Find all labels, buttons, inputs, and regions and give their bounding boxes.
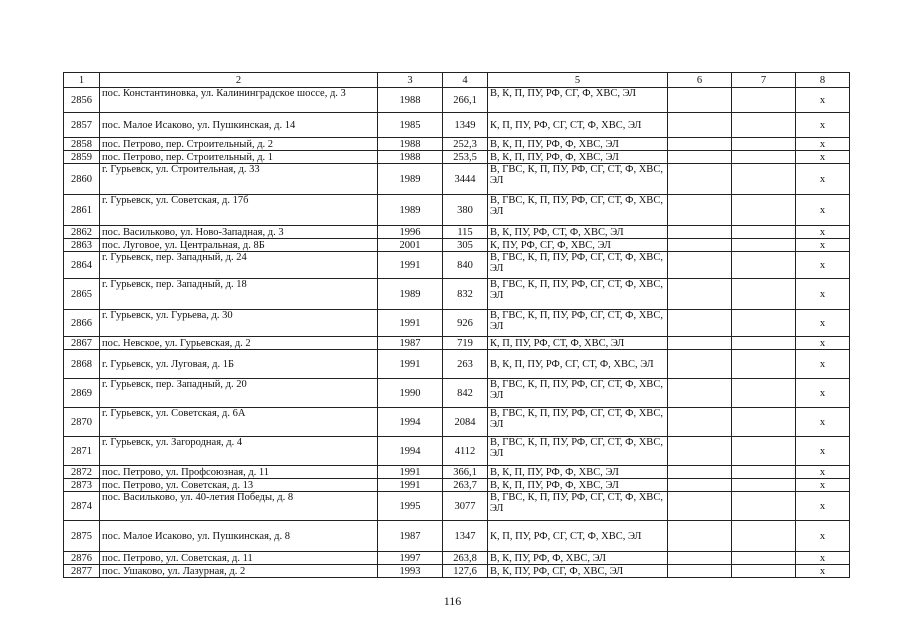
year-cell: 1989 xyxy=(378,195,443,226)
col7-cell xyxy=(732,379,796,408)
col7-cell xyxy=(732,565,796,578)
area-cell: 2084 xyxy=(443,408,488,437)
mark-cell: x xyxy=(796,565,850,578)
table-row xyxy=(64,552,850,565)
table-row xyxy=(64,88,850,113)
area-cell: 926 xyxy=(443,310,488,337)
row-number: 2861 xyxy=(64,195,100,226)
col6-cell xyxy=(668,151,732,164)
year-cell: 1988 xyxy=(378,138,443,151)
row-number: 2867 xyxy=(64,337,100,350)
address-cell: г. Гурьевск, ул. Загородная, д. 4 xyxy=(100,437,378,466)
col6-cell xyxy=(668,565,732,578)
header-col-8: 8 xyxy=(796,73,850,88)
elements-cell: В, ГВС, К, П, ПУ, РФ, СГ, СТ, Ф, ХВС, ЭЛ xyxy=(488,195,668,226)
area-cell: 305 xyxy=(443,239,488,252)
mark-cell: x xyxy=(796,350,850,379)
row-number: 2870 xyxy=(64,408,100,437)
row-number: 2864 xyxy=(64,252,100,279)
year-cell: 1993 xyxy=(378,565,443,578)
year-cell: 1996 xyxy=(378,226,443,239)
area-cell: 263,8 xyxy=(443,552,488,565)
col7-cell xyxy=(732,151,796,164)
address-cell: пос. Васильково, ул. Ново-Западная, д. 3 xyxy=(100,226,378,239)
header-col-5: 5 xyxy=(488,73,668,88)
col7-cell xyxy=(732,521,796,552)
mark-cell: x xyxy=(796,492,850,521)
mark-cell: x xyxy=(796,138,850,151)
col6-cell xyxy=(668,492,732,521)
table-row xyxy=(64,479,850,492)
col7-cell xyxy=(732,113,796,138)
row-number: 2862 xyxy=(64,226,100,239)
col6-cell xyxy=(668,252,732,279)
address-cell: пос. Петрово, ул. Советская, д. 11 xyxy=(100,552,378,565)
table-row xyxy=(64,164,850,195)
year-cell: 1985 xyxy=(378,113,443,138)
row-number: 2863 xyxy=(64,239,100,252)
col6-cell xyxy=(668,279,732,310)
row-number: 2876 xyxy=(64,552,100,565)
address-cell: пос. Петрово, ул. Советская, д. 13 xyxy=(100,479,378,492)
header-row xyxy=(64,73,850,88)
address-cell: пос. Петрово, ул. Профсоюзная, д. 11 xyxy=(100,466,378,479)
col6-cell xyxy=(668,164,732,195)
col7-cell xyxy=(732,164,796,195)
mark-cell: x xyxy=(796,279,850,310)
elements-cell: В, ГВС, К, П, ПУ, РФ, СГ, СТ, Ф, ХВС, ЭЛ xyxy=(488,279,668,310)
col6-cell xyxy=(668,521,732,552)
table-row xyxy=(64,279,850,310)
row-number: 2856 xyxy=(64,88,100,113)
elements-cell: В, К, П, ПУ, РФ, Ф, ХВС, ЭЛ xyxy=(488,151,668,164)
area-cell: 252,3 xyxy=(443,138,488,151)
table-header xyxy=(64,73,850,88)
elements-cell: В, ГВС, К, П, ПУ, РФ, СГ, СТ, Ф, ХВС, ЭЛ xyxy=(488,408,668,437)
table-row xyxy=(64,226,850,239)
row-number: 2875 xyxy=(64,521,100,552)
address-cell: пос. Петрово, пер. Строительный, д. 1 xyxy=(100,151,378,164)
year-cell: 1995 xyxy=(378,492,443,521)
year-cell: 1991 xyxy=(378,466,443,479)
col6-cell xyxy=(668,138,732,151)
table-row xyxy=(64,337,850,350)
col7-cell xyxy=(732,138,796,151)
area-cell: 719 xyxy=(443,337,488,350)
col7-cell xyxy=(732,466,796,479)
area-cell: 263,7 xyxy=(443,479,488,492)
year-cell: 1988 xyxy=(378,151,443,164)
row-number: 2860 xyxy=(64,164,100,195)
elements-cell: В, ГВС, К, П, ПУ, РФ, СГ, СТ, Ф, ХВС, ЭЛ xyxy=(488,437,668,466)
row-number: 2859 xyxy=(64,151,100,164)
table-row xyxy=(64,521,850,552)
col6-cell xyxy=(668,408,732,437)
area-cell: 366,1 xyxy=(443,466,488,479)
mark-cell: x xyxy=(796,195,850,226)
col7-cell xyxy=(732,310,796,337)
col7-cell xyxy=(732,195,796,226)
page-number: 116 xyxy=(443,594,462,608)
col6-cell xyxy=(668,195,732,226)
elements-cell: К, П, ПУ, РФ, СГ, СТ, Ф, ХВС, ЭЛ xyxy=(488,521,668,552)
year-cell: 1987 xyxy=(378,337,443,350)
area-cell: 4112 xyxy=(443,437,488,466)
elements-cell: В, ГВС, К, П, ПУ, РФ, СГ, СТ, Ф, ХВС, ЭЛ xyxy=(488,310,668,337)
header-col-7: 7 xyxy=(732,73,796,88)
area-cell: 840 xyxy=(443,252,488,279)
mark-cell: x xyxy=(796,226,850,239)
col7-cell xyxy=(732,226,796,239)
table-row xyxy=(64,252,850,279)
table-row xyxy=(64,195,850,226)
elements-cell: В, К, П, ПУ, РФ, Ф, ХВС, ЭЛ xyxy=(488,479,668,492)
area-cell: 266,1 xyxy=(443,88,488,113)
address-cell: пос. Невское, ул. Гурьевская, д. 2 xyxy=(100,337,378,350)
year-cell: 1988 xyxy=(378,88,443,113)
col6-cell xyxy=(668,226,732,239)
table-row xyxy=(64,437,850,466)
table-row xyxy=(64,379,850,408)
address-cell: пос. Малое Исаково, ул. Пушкинская, д. 14 xyxy=(100,113,378,138)
area-cell: 127,6 xyxy=(443,565,488,578)
col7-cell xyxy=(732,252,796,279)
year-cell: 1994 xyxy=(378,437,443,466)
col7-cell xyxy=(732,479,796,492)
elements-cell: В, ГВС, К, П, ПУ, РФ, СГ, СТ, Ф, ХВС, ЭЛ xyxy=(488,252,668,279)
housing-registry-table xyxy=(63,72,850,578)
mark-cell: x xyxy=(796,479,850,492)
elements-cell: В, ГВС, К, П, ПУ, РФ, СГ, СТ, Ф, ХВС, ЭЛ xyxy=(488,379,668,408)
address-cell: г. Гурьевск, пер. Западный, д. 18 xyxy=(100,279,378,310)
address-cell: г. Гурьевск, ул. Строительная, д. 33 xyxy=(100,164,378,195)
col6-cell xyxy=(668,337,732,350)
col6-cell xyxy=(668,437,732,466)
table-row xyxy=(64,408,850,437)
area-cell: 263 xyxy=(443,350,488,379)
header-col-1: 1 xyxy=(64,73,100,88)
year-cell: 1997 xyxy=(378,552,443,565)
header-col-3: 3 xyxy=(378,73,443,88)
col7-cell xyxy=(732,408,796,437)
elements-cell: В, К, ПУ, РФ, СГ, Ф, ХВС, ЭЛ xyxy=(488,565,668,578)
row-number: 2865 xyxy=(64,279,100,310)
year-cell: 1990 xyxy=(378,379,443,408)
address-cell: г. Гурьевск, ул. Советская, д. 17б xyxy=(100,195,378,226)
col7-cell xyxy=(732,350,796,379)
row-number: 2873 xyxy=(64,479,100,492)
row-number: 2871 xyxy=(64,437,100,466)
area-cell: 1349 xyxy=(443,113,488,138)
table-row xyxy=(64,151,850,164)
address-cell: пос. Малое Исаково, ул. Пушкинская, д. 8 xyxy=(100,521,378,552)
elements-cell: В, К, ПУ, РФ, Ф, ХВС, ЭЛ xyxy=(488,552,668,565)
row-number: 2869 xyxy=(64,379,100,408)
mark-cell: x xyxy=(796,337,850,350)
address-cell: пос. Ушаково, ул. Лазурная, д. 2 xyxy=(100,565,378,578)
row-number: 2866 xyxy=(64,310,100,337)
table-row xyxy=(64,565,850,578)
elements-cell: К, П, ПУ, РФ, СТ, Ф, ХВС, ЭЛ xyxy=(488,337,668,350)
elements-cell: В, К, П, ПУ, РФ, СГ, Ф, ХВС, ЭЛ xyxy=(488,88,668,113)
year-cell: 1994 xyxy=(378,408,443,437)
col6-cell xyxy=(668,552,732,565)
col7-cell xyxy=(732,552,796,565)
mark-cell: x xyxy=(796,408,850,437)
header-col-6: 6 xyxy=(668,73,732,88)
elements-cell: В, ГВС, К, П, ПУ, РФ, СГ, СТ, Ф, ХВС, ЭЛ xyxy=(488,164,668,195)
area-cell: 253,5 xyxy=(443,151,488,164)
year-cell: 1989 xyxy=(378,164,443,195)
col7-cell xyxy=(732,239,796,252)
mark-cell: x xyxy=(796,437,850,466)
header-col-4: 4 xyxy=(443,73,488,88)
address-cell: г. Гурьевск, ул. Советская, д. 6А xyxy=(100,408,378,437)
row-number: 2877 xyxy=(64,565,100,578)
elements-cell: К, ПУ, РФ, СГ, Ф, ХВС, ЭЛ xyxy=(488,239,668,252)
mark-cell: x xyxy=(796,164,850,195)
table-row xyxy=(64,239,850,252)
table-body xyxy=(64,88,850,578)
area-cell: 832 xyxy=(443,279,488,310)
row-number: 2858 xyxy=(64,138,100,151)
year-cell: 1991 xyxy=(378,252,443,279)
area-cell: 842 xyxy=(443,379,488,408)
elements-cell: К, П, ПУ, РФ, СГ, СТ, Ф, ХВС, ЭЛ xyxy=(488,113,668,138)
elements-cell: В, К, П, ПУ, РФ, Ф, ХВС, ЭЛ xyxy=(488,466,668,479)
col7-cell xyxy=(732,492,796,521)
mark-cell: x xyxy=(796,252,850,279)
mark-cell: x xyxy=(796,466,850,479)
col6-cell xyxy=(668,310,732,337)
year-cell: 1987 xyxy=(378,521,443,552)
mark-cell: x xyxy=(796,310,850,337)
col6-cell xyxy=(668,466,732,479)
header-col-2: 2 xyxy=(100,73,378,88)
year-cell: 1991 xyxy=(378,310,443,337)
elements-cell: В, К, П, ПУ, РФ, Ф, ХВС, ЭЛ xyxy=(488,138,668,151)
area-cell: 3077 xyxy=(443,492,488,521)
address-cell: г. Гурьевск, пер. Западный, д. 24 xyxy=(100,252,378,279)
table-row xyxy=(64,138,850,151)
col6-cell xyxy=(668,379,732,408)
mark-cell: x xyxy=(796,88,850,113)
row-number: 2872 xyxy=(64,466,100,479)
address-cell: пос. Константиновка, ул. Калининградское шоссе, д. 3 xyxy=(100,88,378,113)
area-cell: 1347 xyxy=(443,521,488,552)
address-cell: пос. Петрово, пер. Строительный, д. 2 xyxy=(100,138,378,151)
elements-cell: В, ГВС, К, П, ПУ, РФ, СГ, СТ, Ф, ХВС, ЭЛ xyxy=(488,492,668,521)
col7-cell xyxy=(732,279,796,310)
area-cell: 3444 xyxy=(443,164,488,195)
year-cell: 1991 xyxy=(378,479,443,492)
table-row xyxy=(64,350,850,379)
address-cell: пос. Васильково, ул. 40-летия Победы, д. 8 xyxy=(100,492,378,521)
elements-cell: В, К, П, ПУ, РФ, СГ, СТ, Ф, ХВС, ЭЛ xyxy=(488,350,668,379)
col7-cell xyxy=(732,437,796,466)
table-row xyxy=(64,466,850,479)
area-cell: 115 xyxy=(443,226,488,239)
mark-cell: x xyxy=(796,521,850,552)
col6-cell xyxy=(668,113,732,138)
elements-cell: В, К, ПУ, РФ, СТ, Ф, ХВС, ЭЛ xyxy=(488,226,668,239)
table-row xyxy=(64,310,850,337)
col6-cell xyxy=(668,239,732,252)
col6-cell xyxy=(668,350,732,379)
row-number: 2874 xyxy=(64,492,100,521)
address-cell: г. Гурьевск, ул. Гурьева, д. 30 xyxy=(100,310,378,337)
col6-cell xyxy=(668,88,732,113)
row-number: 2868 xyxy=(64,350,100,379)
area-cell: 380 xyxy=(443,195,488,226)
row-number: 2857 xyxy=(64,113,100,138)
col6-cell xyxy=(668,479,732,492)
year-cell: 1991 xyxy=(378,350,443,379)
address-cell: г. Гурьевск, пер. Западный, д. 20 xyxy=(100,379,378,408)
year-cell: 2001 xyxy=(378,239,443,252)
year-cell: 1989 xyxy=(378,279,443,310)
mark-cell: x xyxy=(796,552,850,565)
mark-cell: x xyxy=(796,151,850,164)
address-cell: пос. Луговое, ул. Центральная, д. 8Б xyxy=(100,239,378,252)
mark-cell: x xyxy=(796,239,850,252)
mark-cell: x xyxy=(796,379,850,408)
table-row xyxy=(64,492,850,521)
mark-cell: x xyxy=(796,113,850,138)
col7-cell xyxy=(732,337,796,350)
col7-cell xyxy=(732,88,796,113)
table-row xyxy=(64,113,850,138)
address-cell: г. Гурьевск, ул. Луговая, д. 1Б xyxy=(100,350,378,379)
